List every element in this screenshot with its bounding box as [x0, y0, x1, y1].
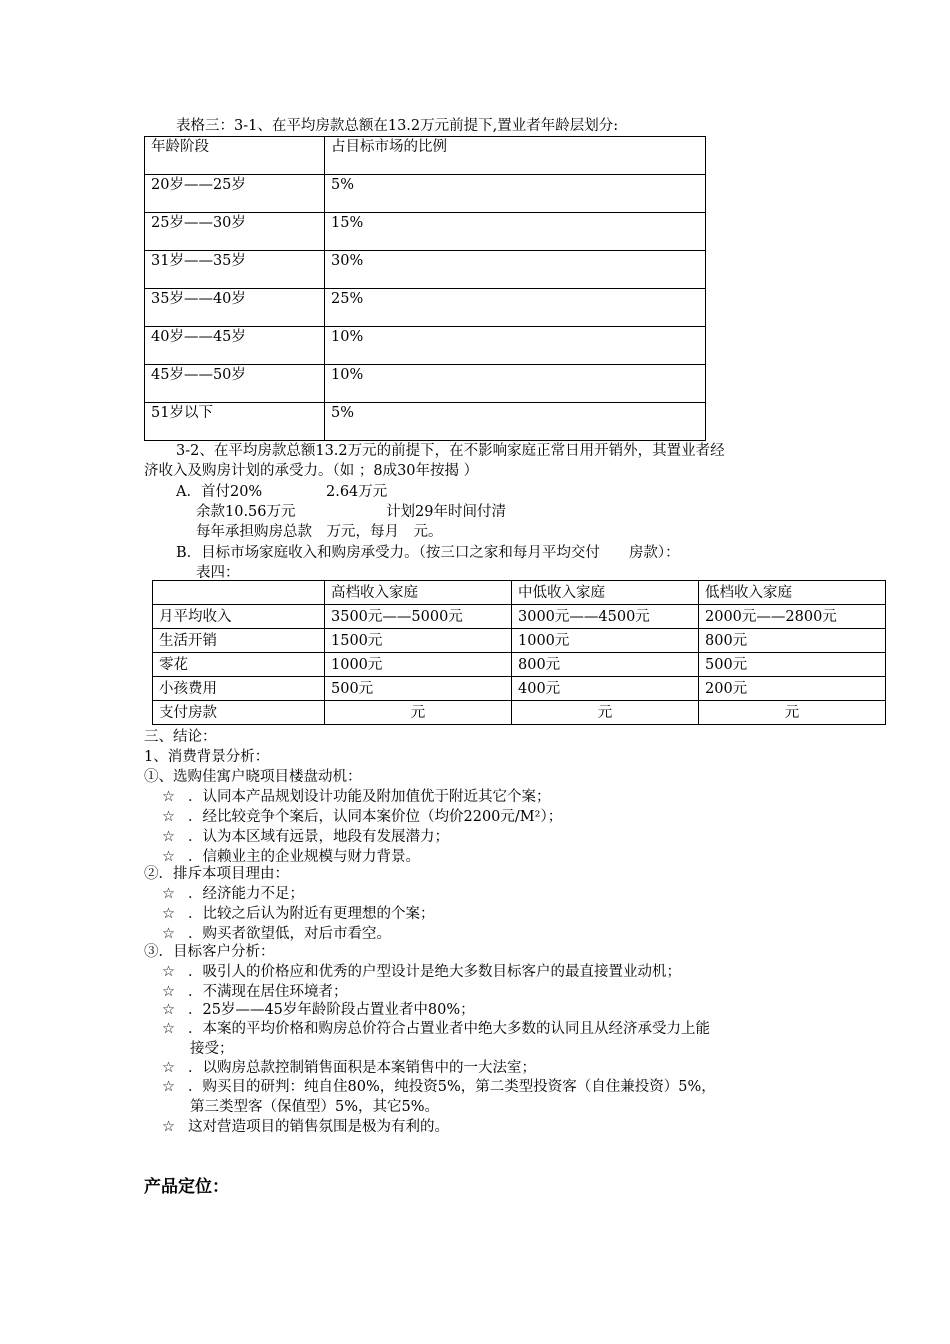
table-row — [153, 677, 886, 701]
age-cell: 45岁——50岁 — [145, 365, 325, 403]
ratio-cell: 5% — [325, 175, 706, 213]
section-3-2-line2: 济收入及购房计划的承受力。（如 ；8成30年按揭 ） — [144, 463, 479, 479]
star-icon: ☆ — [162, 1119, 175, 1135]
list-item — [162, 924, 391, 944]
list-item — [162, 1077, 716, 1097]
header-cell — [153, 581, 325, 605]
table-cell: 500元 — [699, 653, 886, 677]
row-label: 月平均收入 — [153, 605, 325, 629]
table-header-row — [153, 581, 886, 605]
list-item-text: ．认为本区域有远景，地段有发展潜力； — [188, 829, 449, 845]
list-item — [162, 884, 304, 904]
ratio-cell: 10% — [325, 365, 706, 403]
star-icon: ☆ — [162, 964, 175, 980]
list-item — [162, 904, 435, 924]
table-cell: 800元 — [512, 653, 699, 677]
list-item — [162, 982, 348, 1002]
age-cell: 20岁——25岁 — [145, 175, 325, 213]
list-item — [162, 1117, 449, 1137]
consumption-background-title: 1、消费背景分析： — [144, 749, 270, 765]
table-row — [145, 175, 706, 213]
down-payment-label: A．首付20% — [176, 484, 263, 500]
table-cell: 800元 — [699, 629, 886, 653]
list-item-text: ．认同本产品规划设计功能及附加值优于附近其它个案； — [188, 789, 551, 805]
table-row — [153, 629, 886, 653]
product-positioning-heading: 产品定位： — [144, 1177, 229, 1197]
age-cell: 40岁——45岁 — [145, 327, 325, 365]
header-cell: 高档收入家庭 — [325, 581, 512, 605]
table3-caption: 表格三：3-1、在平均房款总额在13.2万元前提下,置业者年龄层划分: — [176, 118, 619, 134]
table-cell: 3000元——4500元 — [512, 605, 699, 629]
table-cell: 1000元 — [325, 653, 512, 677]
ratio-cell: 25% — [325, 289, 706, 327]
row-label: 小孩费用 — [153, 677, 325, 701]
table-row — [153, 653, 886, 677]
header-cell: 中低收入家庭 — [512, 581, 699, 605]
star-icon: ☆ — [162, 1021, 175, 1037]
header-cell: 低档收入家庭 — [699, 581, 886, 605]
star-icon: ☆ — [162, 1060, 175, 1076]
table-row — [145, 365, 706, 403]
ratio-cell: 10% — [325, 327, 706, 365]
list-item-text: ．以购房总款控制销售面积是本案销售中的一大法室； — [188, 1060, 536, 1076]
star-icon: ☆ — [162, 789, 175, 805]
list-item-text: ．购买目的研判：纯自住80%，纯投资5%，第二类型投资客（自住兼投资）5%， — [188, 1079, 716, 1095]
table-row — [145, 289, 706, 327]
star-icon: ☆ — [162, 886, 175, 902]
table-cell: 1000元 — [512, 629, 699, 653]
list-item — [162, 827, 449, 847]
star-icon: ☆ — [162, 926, 175, 942]
row-label: 支付房款 — [153, 701, 325, 725]
remaining-balance: 余款10.56万元 — [196, 504, 296, 520]
table4-caption: 表四： — [196, 565, 240, 581]
age-cell: 31岁——35岁 — [145, 251, 325, 289]
list-item — [162, 1058, 536, 1078]
target-customer-title: ③．目标客户分析： — [144, 944, 275, 960]
table-row — [153, 701, 886, 725]
list-item-continuation: 第三类型客（保值型）5%，其它5%。 — [190, 1099, 440, 1115]
purchase-motive-title: ①、选购佳寓户晓项目楼盘动机： — [144, 769, 362, 785]
list-item-text: ．本案的平均价格和购房总价符合占置业者中绝大多数的认同且从经济承受力上能 — [188, 1021, 710, 1037]
list-item — [162, 807, 562, 827]
list-item-text: ．25岁——45岁年龄阶段占置业者中80%； — [188, 1002, 475, 1018]
age-cell: 51岁以下 — [145, 403, 325, 441]
header-cell: 年龄阶段 — [145, 137, 325, 175]
star-icon: ☆ — [162, 809, 175, 825]
list-item-text: 这对营造项目的销售氛围是极为有利的。 — [188, 1119, 449, 1135]
list-item-text: ．信赖业主的企业规模与财力背景。 — [188, 849, 420, 865]
header-cell: 占目标市场的比例 — [325, 137, 706, 175]
list-item-text: ．吸引人的价格应和优秀的户型设计是绝大多数目标客户的最直接置业动机； — [188, 964, 681, 980]
table-row — [153, 605, 886, 629]
star-icon: ☆ — [162, 849, 175, 865]
table-cell: 200元 — [699, 677, 886, 701]
age-cell: 25岁——30岁 — [145, 213, 325, 251]
star-icon: ☆ — [162, 1002, 175, 1018]
list-item-text: ．经济能力不足； — [188, 886, 304, 902]
table-row — [145, 251, 706, 289]
rejection-reasons-title: ②．排斥本项目理由： — [144, 866, 289, 882]
list-item — [162, 1000, 475, 1020]
list-item — [162, 962, 681, 982]
section-3-2-line1: 3-2、在平均房款总额13.2万元的前提下，在不影响家庭正常日用开销外，其置业者经 — [176, 443, 725, 459]
table-cell: 元 — [325, 701, 512, 725]
row-label: 生活开销 — [153, 629, 325, 653]
list-item-text: ．购买者欲望低，对后市看空。 — [188, 926, 391, 942]
down-payment-amount: 2.64万元 — [326, 484, 388, 500]
star-icon: ☆ — [162, 906, 175, 922]
list-item — [162, 1019, 710, 1039]
list-item — [162, 787, 551, 807]
section-b-line: B．目标市场家庭收入和购房承受力。（按三口之家和每月平均交付 房款）： — [176, 545, 680, 561]
star-icon: ☆ — [162, 984, 175, 1000]
payment-plan: 计划29年时间付清 — [386, 504, 506, 520]
age-cell: 35岁——40岁 — [145, 289, 325, 327]
table-cell: 3500元——5000元 — [325, 605, 512, 629]
star-icon: ☆ — [162, 1079, 175, 1095]
table-cell: 1500元 — [325, 629, 512, 653]
yearly-payment: 每年承担购房总款 万元，每月 元。 — [196, 524, 443, 540]
ratio-cell: 30% — [325, 251, 706, 289]
row-label: 零花 — [153, 653, 325, 677]
table-row — [145, 403, 706, 441]
table-header-row — [145, 137, 706, 175]
table-cell: 500元 — [325, 677, 512, 701]
list-item-continuation: 接受； — [190, 1041, 234, 1057]
list-item-text: ．经比较竞争个案后，认同本案价位（均价2200元/M²）； — [188, 809, 563, 825]
table-cell: 2000元——2800元 — [699, 605, 886, 629]
age-distribution-table — [144, 136, 706, 441]
income-affordability-table — [152, 580, 886, 725]
star-icon: ☆ — [162, 829, 175, 845]
table-cell: 400元 — [512, 677, 699, 701]
table-cell: 元 — [699, 701, 886, 725]
ratio-cell: 5% — [325, 403, 706, 441]
conclusion-title: 三、结论： — [144, 729, 217, 745]
table-row — [145, 327, 706, 365]
list-item-text: ．不满现在居住环境者； — [188, 984, 348, 1000]
list-item-text: ．比较之后认为附近有更理想的个案； — [188, 906, 435, 922]
table-row — [145, 213, 706, 251]
ratio-cell: 15% — [325, 213, 706, 251]
table-cell: 元 — [512, 701, 699, 725]
